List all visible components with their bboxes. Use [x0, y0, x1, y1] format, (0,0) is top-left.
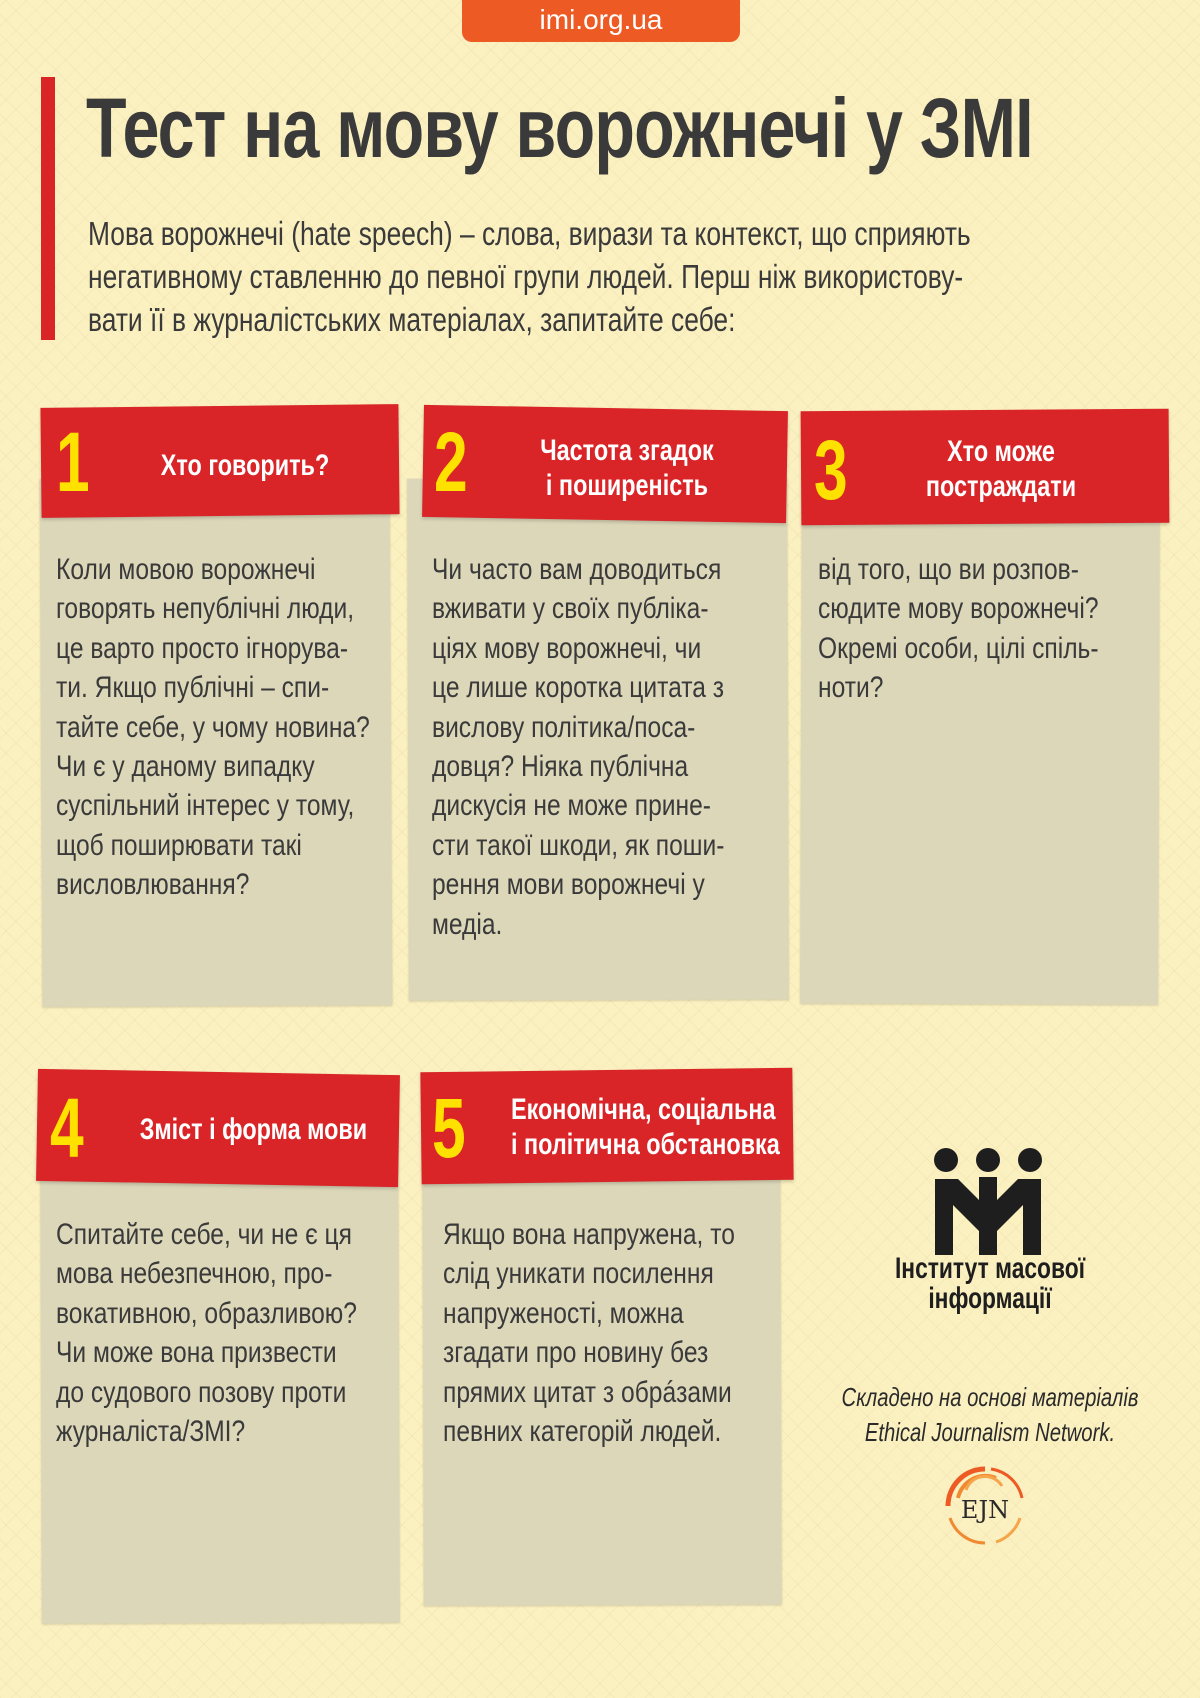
- intro-paragraph: [88, 212, 1160, 341]
- page-title: Тест на мову ворожнечі у ЗМІ: [86, 81, 1033, 175]
- intro-line: Мова ворожнечі (hate speech) – слова, вирази та контекст, що сприяють: [88, 215, 971, 252]
- card-heading-line: Хто може: [947, 435, 1055, 468]
- card-text-line: Окремі особи, цілі спіль-: [818, 631, 1099, 665]
- card-text-line: Чи може вона призвести: [56, 1336, 337, 1370]
- card-heading-line: Зміст і форма мови: [139, 1113, 368, 1146]
- card-heading: [511, 1092, 780, 1162]
- card-text-line: ти. Якщо публічні – спи-: [56, 671, 330, 705]
- card-text-line: Коли мовою ворожнечі: [56, 553, 316, 586]
- card-text-line: вживати у своїх публіка-: [432, 592, 709, 626]
- card-text-line: мова небезпечною, про-: [56, 1257, 333, 1291]
- card-heading: [139, 1112, 368, 1147]
- ejn-logo-icon[interactable]: [936, 1458, 1034, 1554]
- ejn-logo-text: EJN: [960, 1496, 1010, 1524]
- card-heading-line: і поширеність: [545, 469, 709, 502]
- card-text: [443, 1215, 735, 1451]
- card-number: 1: [56, 415, 90, 509]
- card-heading-line: постраждати: [925, 470, 1077, 503]
- card-text-line: Якщо вона напружена, то: [443, 1218, 735, 1251]
- source-credit: [826, 1380, 1154, 1450]
- card-text-line: журналіста/ЗМІ?: [56, 1415, 246, 1449]
- imi-logo-icon[interactable]: [932, 1147, 1044, 1257]
- card-text-line: прямих цитат з обрáзами: [443, 1375, 732, 1409]
- card-text-line: висловлювання?: [56, 868, 250, 902]
- site-url-tab[interactable]: imi.org.ua: [462, 0, 740, 42]
- institute-name-line: інформації: [928, 1282, 1052, 1315]
- card-text-line: довця? Ніяка публічна: [432, 750, 689, 784]
- card-text-line: Чи часто вам доводиться: [432, 553, 722, 586]
- card-text-line: ноти?: [818, 671, 884, 705]
- card-text-line: сти такої шкоди, як поши-: [432, 828, 725, 862]
- title-accent-bar: [41, 77, 55, 340]
- card-text: [432, 550, 724, 944]
- card-number: 3: [814, 423, 848, 517]
- card-text-line: це лише коротка цитата з: [432, 671, 725, 705]
- card-text-line: сюдите мову ворожнечі?: [818, 592, 1099, 626]
- card-text-line: щоб поширювати такі: [56, 828, 302, 862]
- card-heading-line: Економічна, соціальна: [511, 1093, 776, 1126]
- card-text-line: це варто просто ігнорува-: [56, 631, 349, 665]
- card-heading: [896, 434, 1107, 504]
- card-text-line: до судового позову проти: [56, 1375, 347, 1409]
- institute-name: [884, 1254, 1097, 1314]
- card-text-line: згадати про новину без: [443, 1336, 709, 1370]
- card-text-line: суспільний інтерес у тому,: [56, 789, 355, 823]
- intro-line: вати її в журналістських матеріалах, запитайте себе:: [88, 301, 736, 338]
- credit-line: Ethical Journalism Network.: [864, 1417, 1116, 1447]
- card-number: 4: [50, 1081, 84, 1175]
- card-text-line: тайте себе, у чому новина?: [56, 710, 370, 744]
- card-text-line: напруженості, можна: [443, 1296, 684, 1330]
- intro-line: негативному ставленню до певної групи людей. Перш ніж використову-: [88, 258, 964, 295]
- card-heading-line: Хто говорить?: [160, 449, 330, 482]
- card-heading: [140, 448, 351, 483]
- card-text-line: медіа.: [432, 907, 503, 941]
- card-text: [56, 1215, 357, 1451]
- card-text-line: від того, що ви розпов-: [818, 553, 1079, 586]
- card-heading-line: і політична обстановка: [511, 1128, 780, 1161]
- card-text-line: певних категорій людей.: [443, 1415, 722, 1449]
- card-text: [56, 550, 370, 905]
- card-text-line: слід уникати посилення: [443, 1257, 714, 1291]
- card-heading: [522, 433, 733, 503]
- institute-name-line: Інститут масової: [894, 1252, 1086, 1285]
- credit-line: Складено на основі матеріалів: [841, 1382, 1139, 1412]
- card-text-line: вислову політика/поса-: [432, 710, 696, 744]
- card-text-line: вокативною, образливою?: [56, 1296, 357, 1330]
- card-text-line: говорять непублічні люди,: [56, 592, 355, 626]
- card-text-line: рення мови ворожнечі у: [432, 868, 705, 902]
- card-text-line: дискусія не може прине-: [432, 789, 711, 823]
- card-text-line: Чи є у даному випадку: [56, 750, 315, 784]
- card-text-line: Спитайте себе, чи не є ця: [56, 1218, 352, 1251]
- card-number: 5: [432, 1081, 466, 1175]
- card-heading-line: Частота згадок: [540, 434, 714, 467]
- card-text: [818, 550, 1099, 708]
- card-number: 2: [434, 415, 468, 509]
- card-text-line: ціях мову ворожнечі, чи: [432, 631, 702, 665]
